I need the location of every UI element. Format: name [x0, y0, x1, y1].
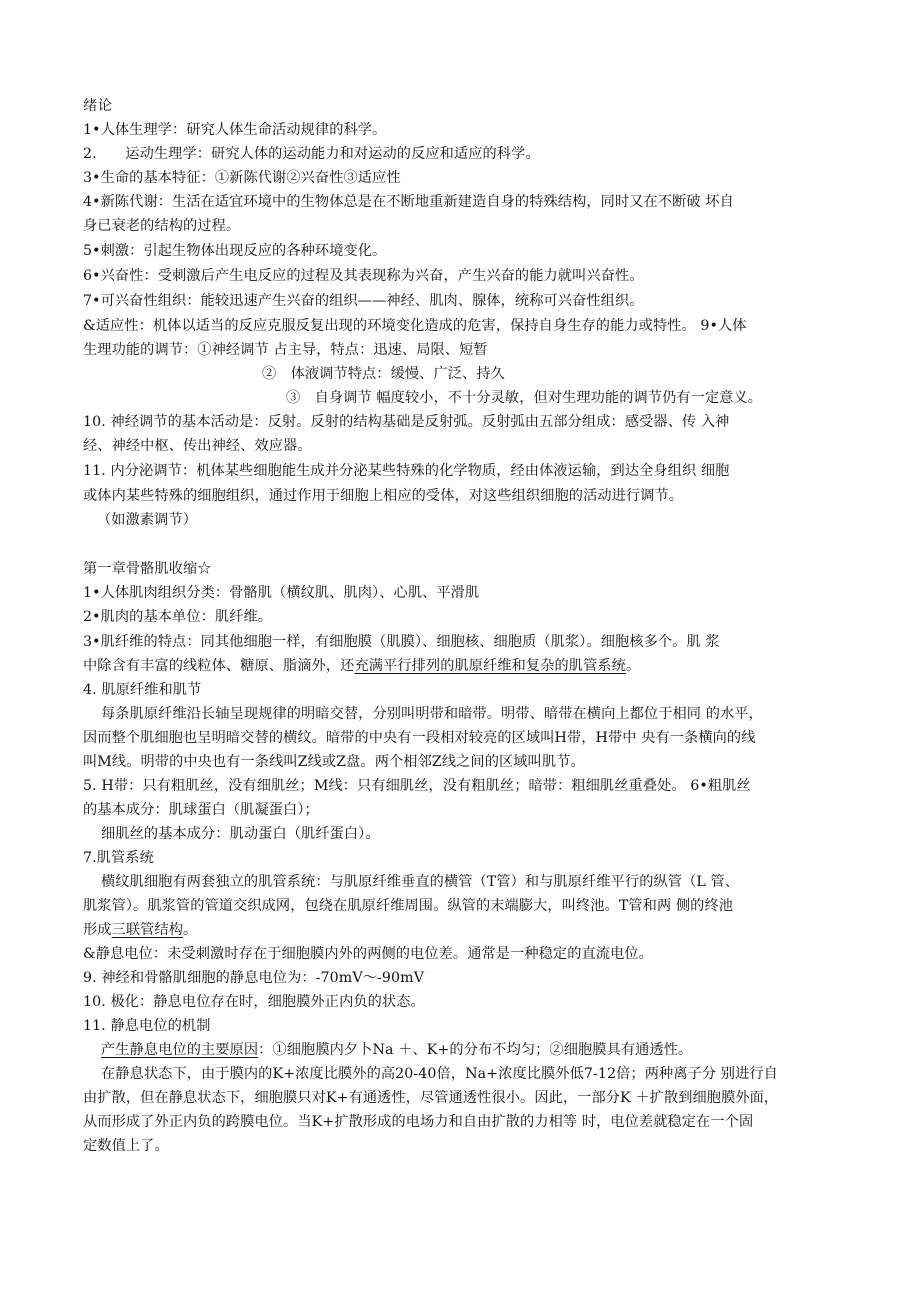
intro-line-7: 7•可兴奋性组织：能较迅速产生兴奋的组织——神经、肌肉、腺体，统称可兴奋性组织。 [83, 293, 644, 309]
ch1-line-7c-end: 。 [183, 922, 198, 938]
ch1-line-3a: 3•肌纤维的特点：同其他细胞一样，有细胞膜（肌膜）、细胞核、细胞质（肌浆）。细胞核多个。肌 浆 [83, 634, 720, 650]
ch1-line-3b-end: 。 [625, 658, 641, 674]
underlined-phrase-main-cause: 产生静息电位的主要原因 [101, 1042, 259, 1058]
intro-line-3: 3•生命的基本特征：①新陈代谢②兴奋性③适应性 [83, 170, 401, 186]
intro-line-5: 5•刺激：引起生物体出现反应的各种环境变化。 [83, 243, 387, 259]
intro-line-10b: 经、神经中枢、传出神经、效应器。 [83, 438, 312, 454]
ch1-heading-11: 11. 静息电位的机制 [83, 1018, 211, 1034]
ch1-line-5b: 的基本成分：肌球蛋白（肌凝蛋白）； [83, 802, 319, 818]
ch1-line-2: 2•肌肉的基本单位：肌纤维。 [83, 609, 273, 625]
section-title-intro: 绪论 [83, 98, 113, 114]
ch1-line-10: 10. 极化：静息电位存在时，细胞膜外正内负的状态。 [83, 994, 425, 1010]
intro-line-11c: （如激素调节） [97, 512, 198, 528]
ch1-line-11e: 定数值上了。 [83, 1138, 169, 1154]
ch1-line-7c [83, 918, 808, 942]
ch1-line-4a: 每条肌原纤维沿长轴呈现规律的明暗交替，分别叫明带和暗带。明带、暗带在横向上都位于相同 的水平， [101, 706, 763, 722]
intro-line-9a: 生理功能的调节：①神经调节 占主导，特点：迅速、局限、短暂 [83, 342, 488, 358]
ch1-line-5c: 细肌丝的基本成分：肌动蛋白（肌纤蛋白）。 [101, 826, 380, 842]
ch1-line-3b [83, 654, 808, 678]
underlined-phrase-myofibril: 充满平行排列的肌原纤维和复杂的肌管系统 [354, 658, 626, 674]
intro-line-4b: 身已衰老的结构的过程。 [83, 218, 241, 234]
intro-line-9c: ③ 自身调节 幅度较小，不十分灵敏，但对生理功能的调节仍有一定意义。 [286, 390, 763, 406]
intro-line-4a: 4•新陈代谢：生活在适宜环境中的生物体总是在不断地重新建造自身的特殊结构，同时又在不断破 坏自 [83, 194, 734, 210]
intro-line-10a: 10. 神经调节的基本活动是：反射。反射的结构基础是反射弧。反射弧由五部分组成：感受器、传 入神 [83, 414, 730, 430]
intro-line-6: 6•兴奋性：受刺激后产生电反应的过程及其表现称为兴奋，产生兴奋的能力就叫兴奋性。 [83, 268, 644, 284]
intro-line-8: &适应性：机体以适当的反应克服反复出现的环境变化造成的危害，保持自身生存的能力或特性。 9•人体 [83, 318, 747, 334]
ch1-heading-7: 7.肌管系统 [83, 850, 154, 866]
ch1-line-3b-text: 中除含有丰富的线粒体、糖原、脂滴外，还 [83, 658, 355, 674]
ch1-line-11c: 由扩散，但在静息状态下，细胞膜只对K+有通透性，尽管通透性很小。因此，一部分K ＋扩散到细胞膜外面， [83, 1090, 779, 1106]
ch1-line-8: &静息电位：未受刺激时存在于细胞膜内外的两侧的电位差。通常是一种稳定的直流电位。 [83, 946, 653, 962]
ch1-line-1: 1•人体肌肉组织分类：骨骼肌（横纹肌、肌肉）、心肌、平滑肌 [83, 585, 480, 601]
section-title-chapter-1: 第一章骨骼肌收缩☆ [83, 561, 212, 577]
ch1-line-11d: 从而形成了外正内负的跨膜电位。当K+扩散形成的电场力和自由扩散的力相等 时，电位差就稳定在一个固 [83, 1114, 754, 1130]
intro-line-9b: ② 体液调节特点：缓慢、广泛、持久 [262, 366, 505, 382]
intro-line-2: 2. 运动生理学：研究人体的运动能力和对运动的反应和适应的科学。 [83, 146, 540, 162]
ch1-line-7a: 横纹肌细胞有两套独立的肌管系统：与肌原纤维垂直的横管（T管）和与肌原纤维平行的纵管（L 管、 [101, 874, 740, 890]
ch1-line-11a-text: ：①细胞膜内夕卜Na ＋、K+的分布不均匀；②细胞膜具有通透性。 [258, 1042, 693, 1058]
ch1-line-7c-text: 形成 [83, 922, 112, 938]
ch1-line-9: 9. 神经和骨骼肌细胞的静息电位为：-70mV〜-90mV [83, 970, 425, 986]
underlined-phrase-triad: 三联管结构 [111, 922, 184, 938]
ch1-line-11a [101, 1038, 808, 1062]
ch1-line-4c: 叫M线。明带的中央也有一条线叫Z线或Z盘。两个相邻Z线之间的区域叫肌节。 [83, 754, 585, 770]
intro-line-11a: 11. 内分泌调节：机体某些细胞能生成并分泌某些特殊的化学物质，经由体液运输，到达全身组织 细胞 [83, 463, 730, 479]
intro-line-11b: 或体内某些特殊的细胞组织，通过作用于细胞上相应的受体，对这些组织细胞的活动进行调节。 [83, 488, 684, 504]
ch1-line-4b: 因而整个肌细胞也呈明暗交替的横纹。暗带的中央有一段相对较亮的区域叫H带，H带中 央有一条横向的线 [83, 730, 756, 746]
ch1-heading-4: 4. 肌原纤维和肌节 [83, 682, 202, 698]
intro-line-1: 1•人体生理学：研究人体生命活动规律的科学。 [83, 122, 387, 138]
ch1-line-5a: 5. H带：只有粗肌丝，没有细肌丝；M线：只有细肌丝，没有粗肌丝；暗带：粗细肌丝重叠处。 6•粗肌丝 [83, 778, 751, 794]
ch1-line-11b: 在静息状态下，由于膜内的K+浓度比膜外的高20-40倍，Na+浓度比膜外低7-12倍；两种离子分 别进行自 [101, 1066, 778, 1082]
ch1-line-7b: 肌浆管）。肌浆管的管道交织成网，包绕在肌原纤维周围。纵管的末端膨大，叫终池。T管和两 侧的终池 [83, 898, 734, 914]
